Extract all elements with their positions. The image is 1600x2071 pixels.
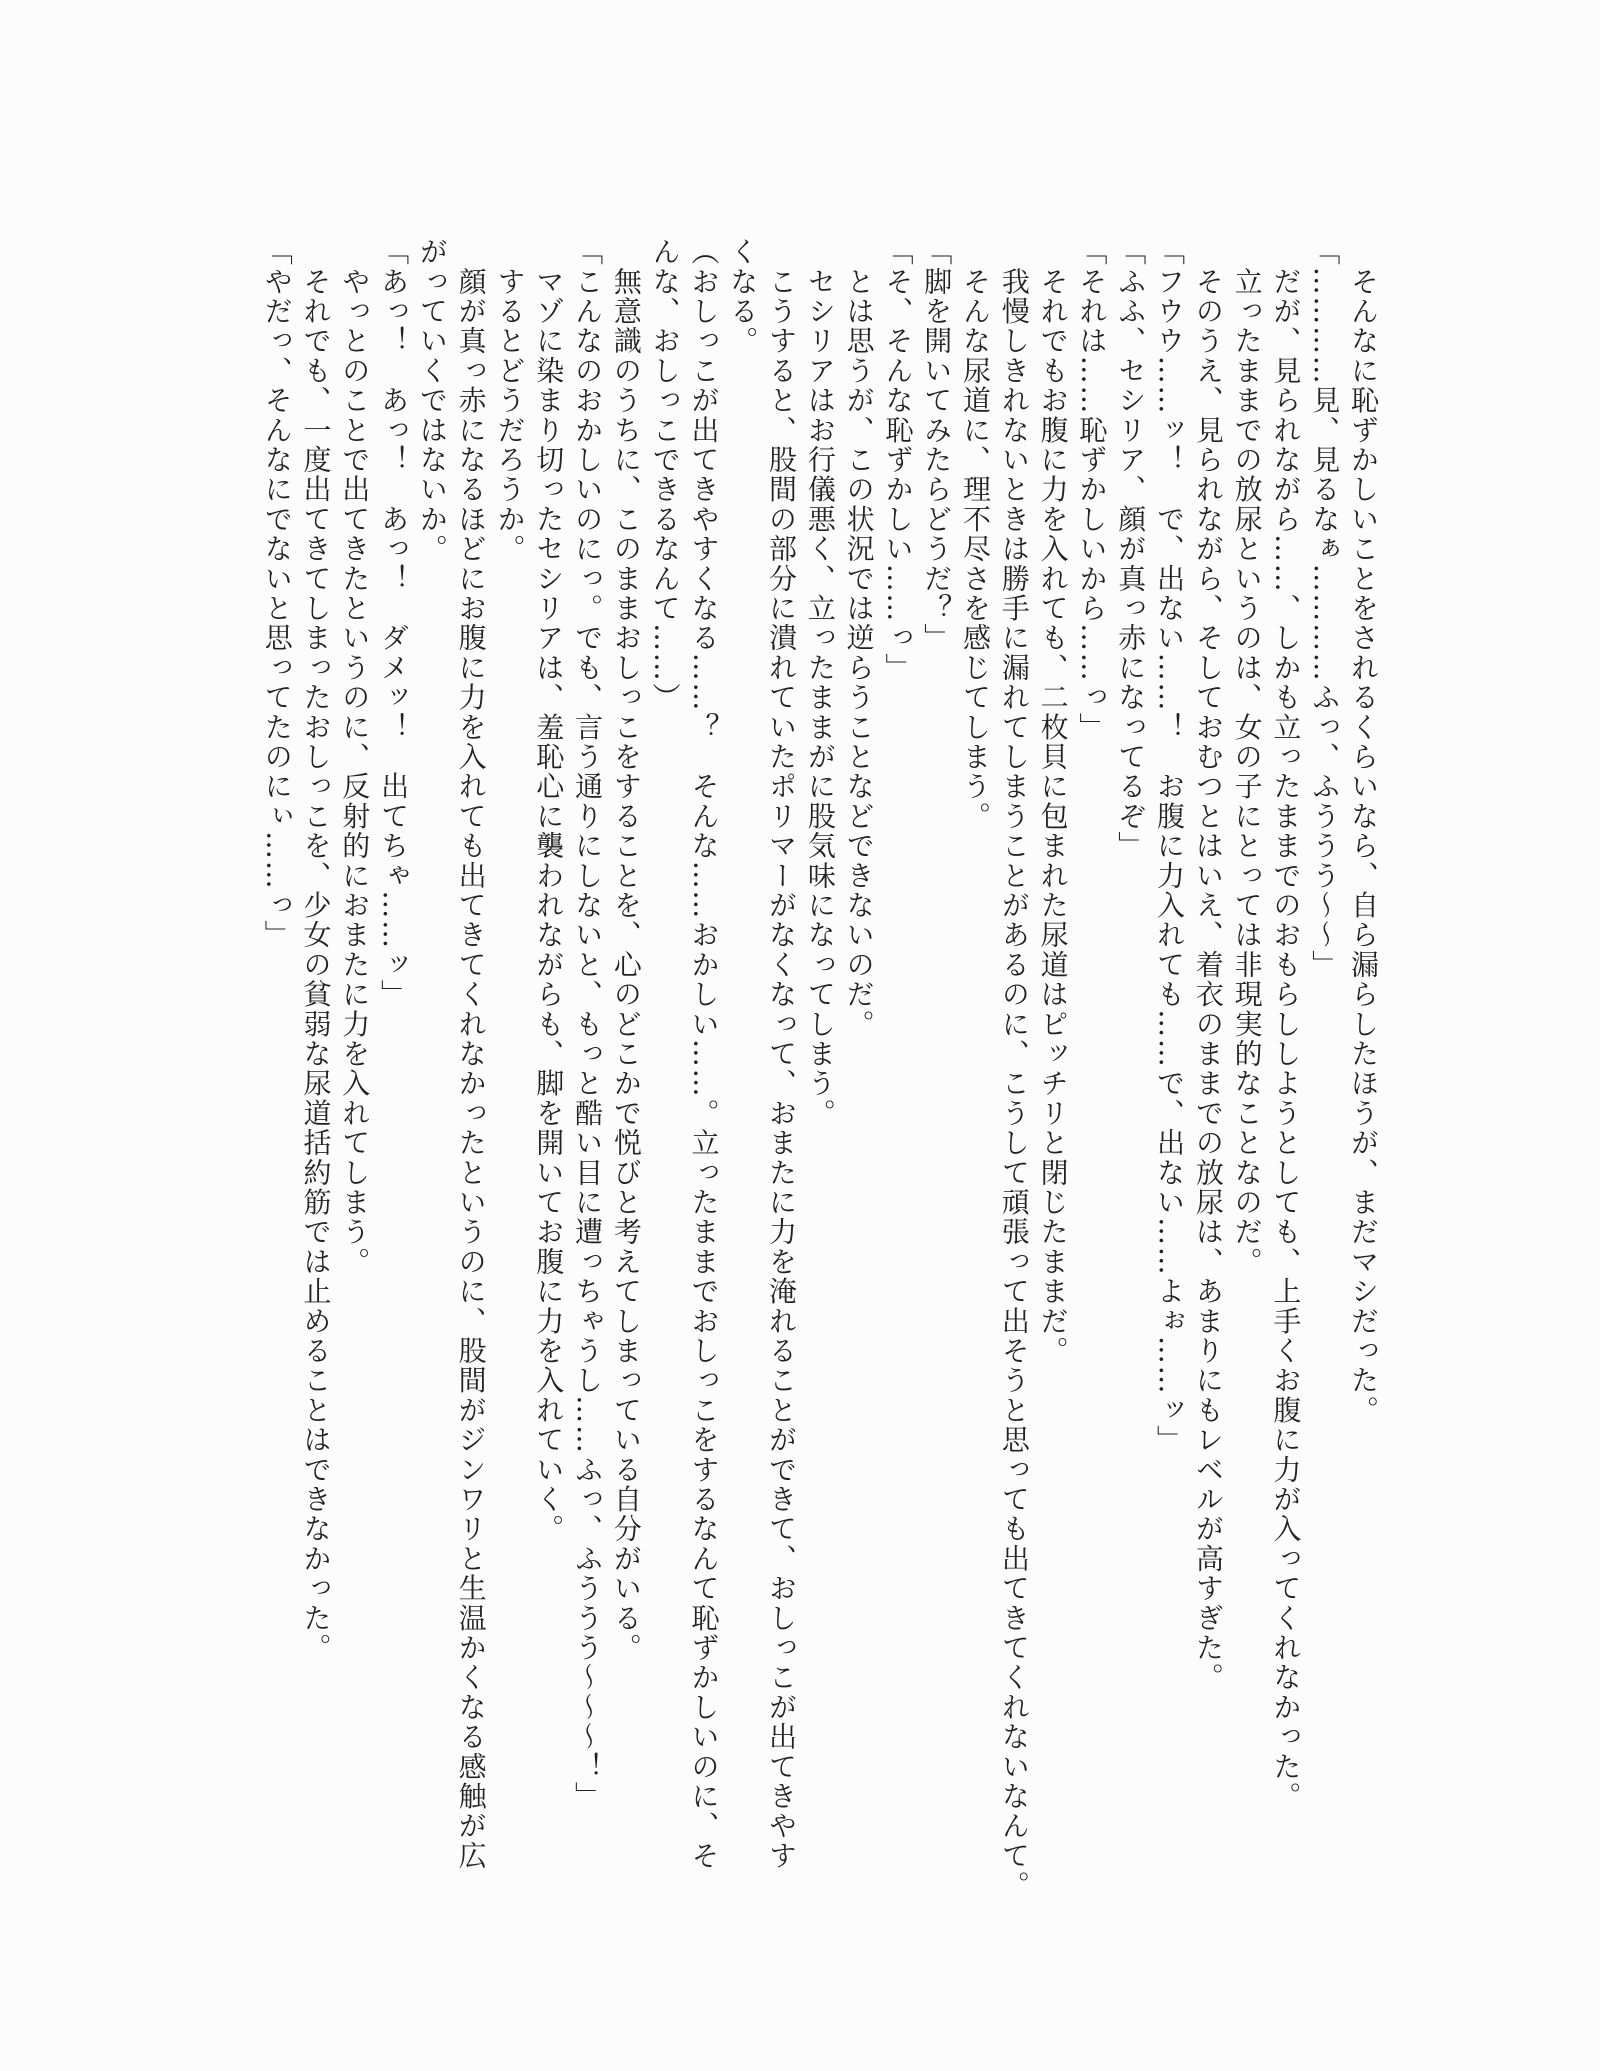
text-column: セシリアはお行儀悪く、立ったままがに股気味になってしまう。 (803, 237, 837, 1128)
text-column: マゾに染まり切ったセシリアは、羞恥心に襲われながらも、脚を開いてお腹に力を入れていく。 (532, 237, 566, 1544)
text-column: そのうえ、見られながら、そしておむつとはいえ、着衣のままでの放尿は、あまりにもレベルが高すぎた。 (1191, 237, 1225, 1693)
text-column: それでもお腹に力を入れても、二枚貝に包まれた尿道はピッチリと閉じたままだ。 (1036, 237, 1070, 1366)
text-column: 無意識のうちに、このままおしっこをすることを、心のどこかで悦びと考えてしまっている自分がいる。 (609, 237, 643, 1663)
text-column: こうすると、股間の部分に潰れていたポリマーがなくなって、おまたに力を淹れることができて、おしっこが出てきやす (765, 237, 799, 1871)
text-column: 「そ、そんな恥ずかしい……っ」 (881, 237, 915, 683)
text-column: それでも、一度出てきてしまったおしっこを、少女の貧弱な尿道括約筋では止めることはできなかった。 (299, 237, 333, 1663)
novel-text-block (257, 237, 1382, 1900)
text-column: だが、見られながら……、しかも立ったままでのおもらししようとしても、上手くお腹に力が入ってくれなかった。 (1269, 237, 1303, 1812)
text-column: 「それは……恥ずかしいから……っ」 (1075, 237, 1109, 742)
text-column: （おしっこが出てきやすくなる……？ そんな……おかしい……。立ったままでおしっこをするなんて恥ずかしいのに、そ (687, 237, 721, 1871)
text-column: 「ふふ、セシリア、顔が真っ赤になってるぞ」 (1114, 237, 1148, 861)
text-column: やっとのことで出てきたというのに、反射的におまたに力を入れてしまう。 (338, 237, 372, 1277)
text-column: そんなに恥ずかしいことをされるくらいなら、自ら漏らしたほうが、まだマシだった。 (1347, 237, 1380, 1425)
text-column: 「やだっ、そんなにでないと思ってたのにぃ……っ」 (260, 237, 294, 950)
text-column: がっていくではないか。 (415, 237, 449, 564)
text-column: 「フウウ……ッ！ で、出ない……！ お腹に力入れても……で、出ない……よぉ……ッ」 (1153, 237, 1187, 1455)
text-column: 「こんなのおかしいのにっ。でも、言う通りにしないと、もっと酷い目に遭っちゃうし……ふっ、ふううう～～～！」 (571, 237, 605, 1812)
text-column: 「…………見、見るなぁ…………ふっ、ふううう～～」 (1308, 237, 1342, 980)
text-column: 「あっ！ あっ！ あっ！ ダメッ！ 出てちゃ……ッ」 (377, 237, 411, 1010)
text-column: くなる。 (726, 237, 760, 356)
text-column: するとどうだろうか。 (493, 237, 527, 564)
text-column: んな、おしっこできるなんて……） (648, 237, 682, 713)
text-column: とは思うが、この状況では逆らうことなどできないのだ。 (842, 237, 876, 1039)
text-column: 我慢しきれないときは勝手に漏れてしまうことがあるのに、こうして頑張って出そうと思っても出てきてくれないなんて。 (997, 237, 1031, 1901)
text-column: そんな尿道に、理不尽さを感じてしまう。 (959, 237, 993, 831)
text-column: 「脚を開いてみたらどうだ？」 (920, 237, 954, 653)
text-column: 立ったままでの放尿というのは、女の子にとっては非現実的なことなのだ。 (1230, 237, 1264, 1277)
text-column: 顔が真っ赤になるほどにお腹に力を入れても出てきてくれなかったというのに、股間がジンワリと生温かくなる感触が広 (454, 237, 488, 1871)
